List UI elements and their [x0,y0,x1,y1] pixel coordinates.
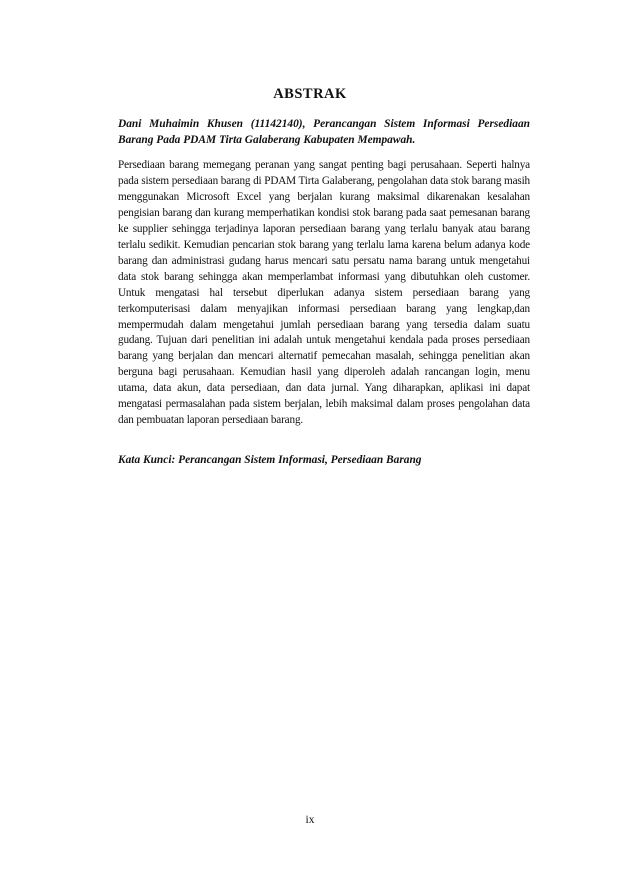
page-title: ABSTRAK [273,86,347,102]
page-number: ix [305,814,315,826]
keywords-line: Kata Kunci: Perancangan Sistem Informasi, Persediaan Barang [118,454,422,466]
author-byline: Dani Muhaimin Khusen (11142140), Perancangan Sistem Informasi Persediaan Barang Pada PDAM Tirta Galaberang Kabupaten Mempawah. [118,118,530,146]
abstract-paragraph: Persediaan barang memegang peranan yang sangat penting bagi perusahaan. Seperti halnya pada sistem persediaan barang di PDAM Tirta Galaberang, pengolahan data stok barang masih menggunakan Microsoft Excel yang berjalan kurang maksimal dikarenakan kesalahan pengisian barang dan kurang memperhatikan kondisi stok barang pada saat pemesanan barang ke supplier sehingga terjadinya laporan persediaan barang yang terlalu banyak atau barang terlalu sedikit. Kemudian pencarian stok barang yang terlalu lama karena belum adanya kode barang dan administrasi gudang harus mencari satu persatu nama barang untuk mengetahui data stok barang sehingga akan memperlambat informasi yang dibutuhkan oleh customer. Untuk mengatasi hal tersebut diperlukan adanya sistem persediaan barang yang terkomputerisasi dalam menyajikan informasi persediaan barang yang lengkap,dan mempermudah dalam mengetahui jumlah persediaan barang yang tersedia dalam suatu gudang. Tujuan dari penelitian ini adalah untuk mengetahui kendala pada proses persediaan barang yang berjalan dan mencari alternatif pemecahan masalah, sehingga penelitian akan berguna bagi perusahaan. Kemudian hasil yang diperoleh adalah rancangan login, menu utama, data akun, data persediaan, dan data jurnal. Yang diharapkan, aplikasi ini dapat mengatasi permasalahan pada sistem berjalan, lebih maksimal dalam proses pengolahan data dan pembuatan laporan persediaan barang. [118,159,530,427]
